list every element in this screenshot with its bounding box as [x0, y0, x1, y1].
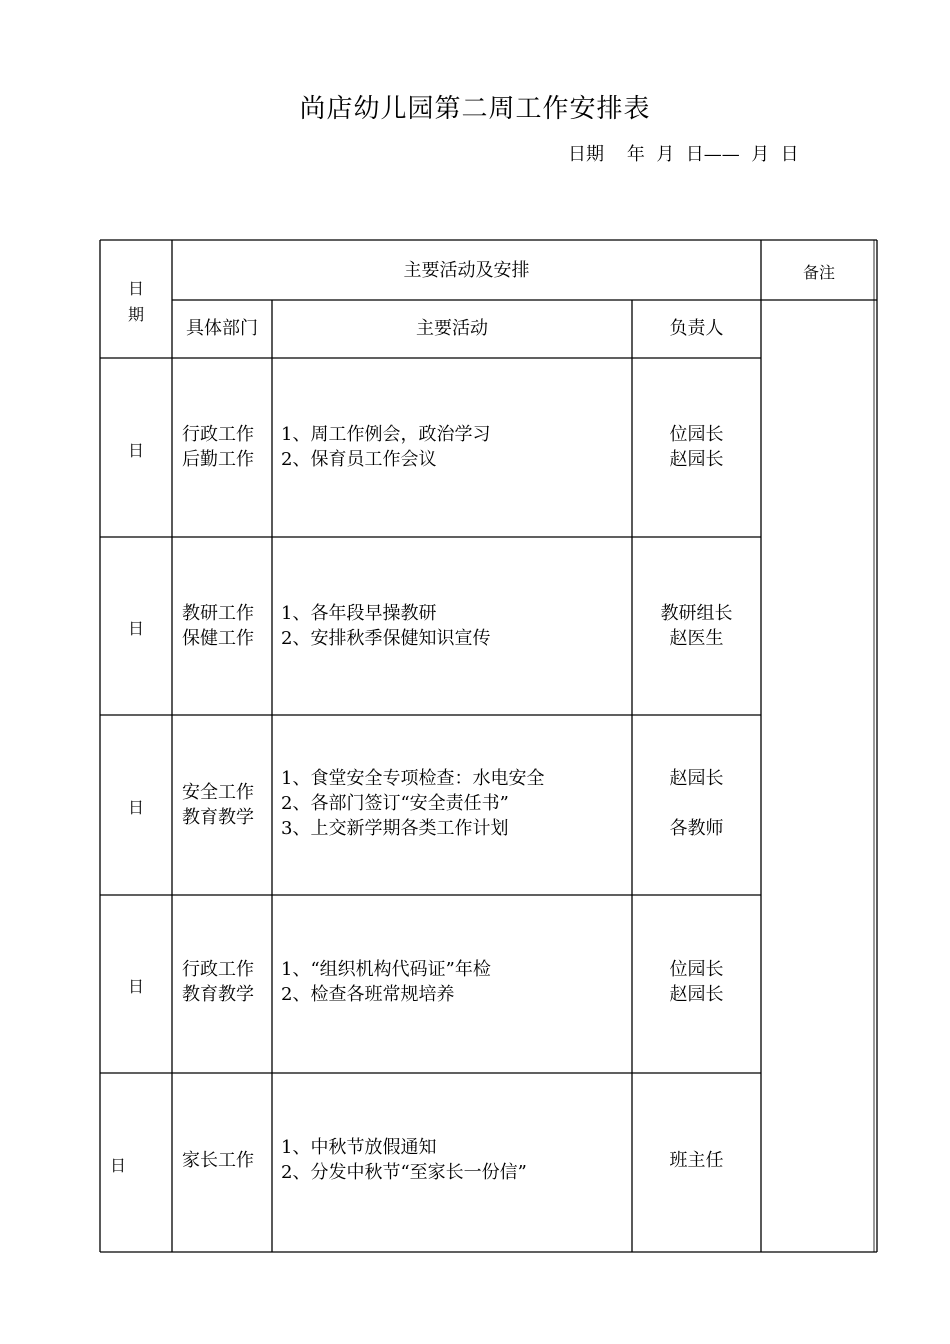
- row-5-department-1: 家长工作: [182, 1150, 254, 1171]
- header-date-char-2: 期: [128, 305, 145, 324]
- row-4-activity-1: 1、“组织机构代码证”年检: [281, 959, 491, 980]
- row-1-activity-2: 2、保育员工作会议: [281, 449, 437, 470]
- row-1-activity-1: 1、周工作例会，政治学习: [281, 424, 491, 445]
- row-2-department-2: 保健工作: [182, 628, 254, 649]
- row-3-department-1: 安全工作: [182, 782, 254, 803]
- header-main-activities-group: 主要活动及安排: [403, 260, 530, 281]
- row-1-responsible-1: 位园长: [669, 424, 724, 445]
- row-4-department-2: 教育教学: [182, 984, 254, 1005]
- row-4-responsible-2: 赵园长: [669, 984, 724, 1005]
- row-1-department-2: 后勤工作: [182, 449, 254, 470]
- row-1-day: 日: [128, 441, 145, 460]
- header-department: 具体部门: [186, 318, 258, 339]
- row-3-responsible-1: 赵园长: [669, 768, 724, 789]
- row-2-responsible-1: 教研组长: [660, 603, 733, 624]
- row-3-day: 日: [128, 798, 145, 817]
- row-2-responsible-2: 赵医生: [669, 628, 724, 649]
- row-4-responsible-1: 位园长: [669, 959, 724, 980]
- date-range-line: 日期 年 月 日—— 月 日: [568, 144, 799, 165]
- row-5-activity-1: 1、中秋节放假通知: [281, 1137, 437, 1158]
- row-3-activity-3: 3、上交新学期各类工作计划: [281, 818, 509, 839]
- row-2-activity-2: 2、安排秋季保健知识宣传: [281, 628, 491, 649]
- row-3-activity-1: 1、食堂安全专项检查：水电安全: [281, 768, 545, 789]
- row-2-day: 日: [128, 619, 145, 638]
- page-title: 尚店幼儿园第二周工作安排表: [299, 94, 651, 124]
- row-1-department-1: 行政工作: [182, 424, 254, 445]
- row-3-department-2: 教育教学: [182, 807, 254, 828]
- row-2-department-1: 教研工作: [182, 603, 254, 624]
- row-5-activity-2: 2、分发中秋节“至家长一份信”: [281, 1162, 527, 1183]
- row-3-activity-2: 2、各部门签订“安全责任书”: [281, 793, 509, 814]
- row-3-responsible-3: 各教师: [669, 818, 724, 839]
- header-responsible: 负责人: [669, 318, 724, 339]
- header-date-char-1: 日: [128, 279, 145, 298]
- row-4-day: 日: [128, 977, 145, 996]
- row-4-activity-2: 2、检查各班常规培养: [281, 984, 455, 1005]
- header-remarks: 备注: [802, 263, 835, 282]
- row-5-day: 日: [110, 1156, 127, 1175]
- row-1-responsible-2: 赵园长: [669, 449, 724, 470]
- header-activities: 主要活动: [416, 318, 488, 339]
- row-4-department-1: 行政工作: [182, 959, 254, 980]
- row-2-activity-1: 1、各年段早操教研: [281, 603, 437, 624]
- row-5-responsible-1: 班主任: [669, 1150, 724, 1171]
